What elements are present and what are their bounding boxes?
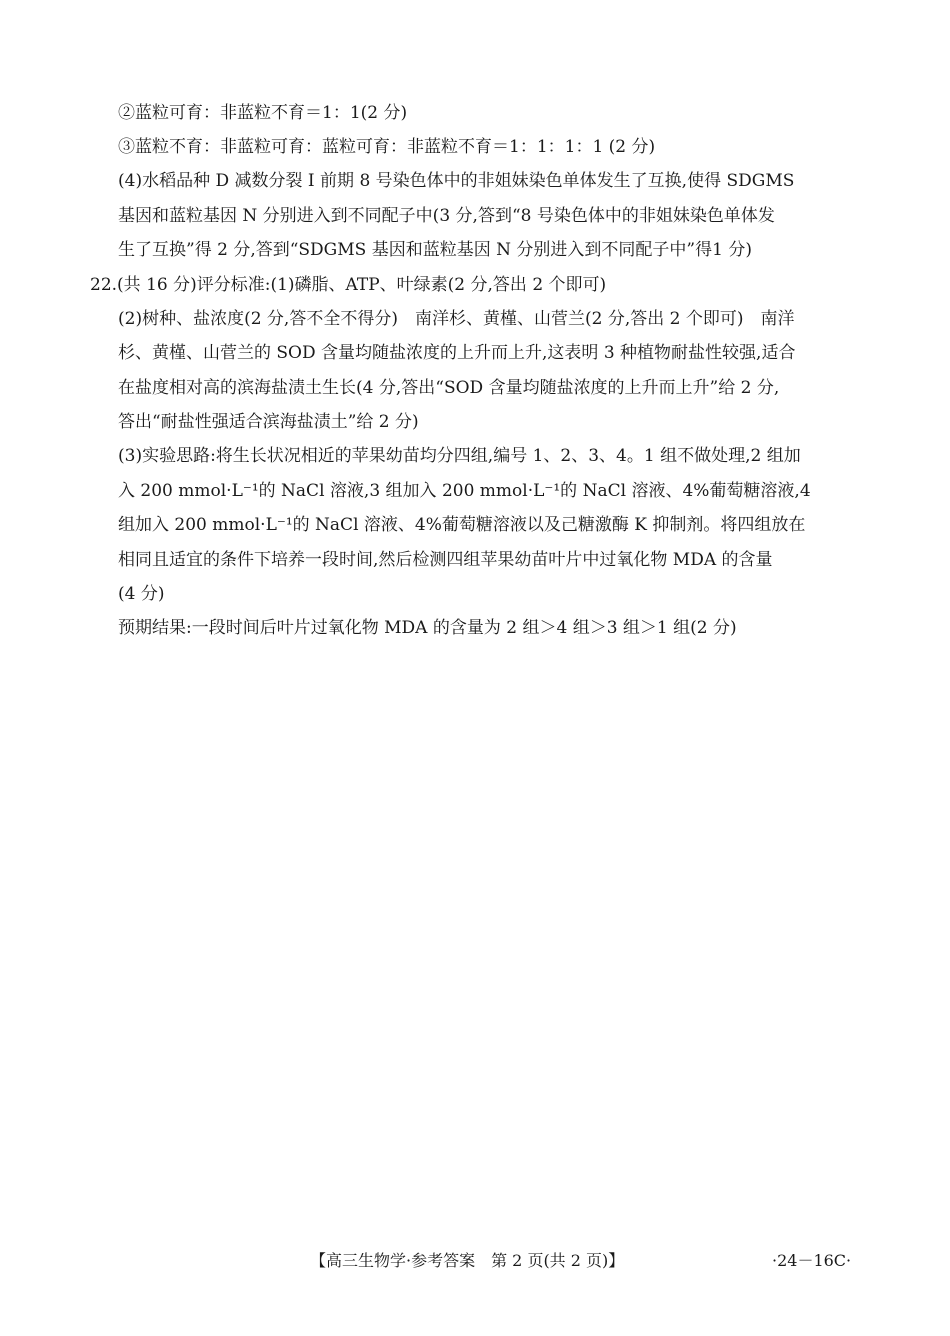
q22-line-3: 杉、黄槿、山菅兰的 SOD 含量均随盐浓度的上升而上升,这表明 3 种植物耐盐性较强,适合 (118, 343, 796, 363)
q21-line-3: ③蓝粒不育：非蓝粒可育：蓝粒可育：非蓝粒不育＝1：1：1：1 (2 分) (118, 137, 656, 157)
q21-part4-line-3: 生了互换”得 2 分,答到“SDGMS 基因和蓝粒基因 N 分别进入到不同配子中”得1 分) (118, 240, 752, 260)
q21-part4-line-1: (4)水稻品种 D 减数分裂 Ⅰ 前期 8 号染色体中的非姐妹染色单体发生了互换,使得 SDGMS (118, 171, 795, 191)
q22-line-7: 入 200 mmol·L⁻¹的 NaCl 溶液,3 组加入 200 mmol·L⁻¹的 NaCl 溶液、4%葡萄糖溶液,4 (118, 481, 811, 501)
q22-line-5: 答出“耐盐性强适合滨海盐渍土”给 2 分) (118, 412, 419, 432)
q22-line-9: 相同且适宜的条件下培养一段时间,然后检测四组苹果幼苗叶片中过氧化物 MDA 的含量 (118, 550, 773, 570)
page-footer-code: ·24－16C· (772, 1251, 852, 1270)
q22-line-6: (3)实验思路:将生长状况相近的苹果幼苗均分四组,编号 1、2、3、4。1 组不做处理,2 组加 (118, 446, 801, 466)
q21-line-2: ②蓝粒可育：非蓝粒不育＝1：1(2 分) (118, 103, 408, 123)
page-footer-title: 【高三生物学·参考答案 第 2 页(共 2 页)】 (310, 1251, 625, 1270)
q22-line-2: (2)树种、盐浓度(2 分,答不全不得分) 南洋杉、黄槿、山菅兰(2 分,答出 2 个即可) 南洋 (118, 309, 795, 329)
q22-line-8: 组加入 200 mmol·L⁻¹的 NaCl 溶液、4%葡萄糖溶液以及己糖激酶 K 抑制剂。将四组放在 (118, 515, 806, 535)
q21-part4-line-2: 基因和蓝粒基因 N 分别进入到不同配子中(3 分,答到“8 号染色体中的非姐妹染色单体发 (118, 206, 775, 226)
q22-line-1: 22.(共 16 分)评分标准:(1)磷脂、ATP、叶绿素(2 分,答出 2 个即可) (90, 275, 607, 295)
q22-line-11: 预期结果:一段时间后叶片过氧化物 MDA 的含量为 2 组＞4 组＞3 组＞1 组(2 分) (118, 618, 737, 638)
q22-line-10: (4 分) (118, 584, 165, 604)
q22-line-4: 在盐度相对高的滨海盐渍土生长(4 分,答出“SOD 含量均随盐浓度的上升而上升”给 2 分, (118, 378, 780, 398)
